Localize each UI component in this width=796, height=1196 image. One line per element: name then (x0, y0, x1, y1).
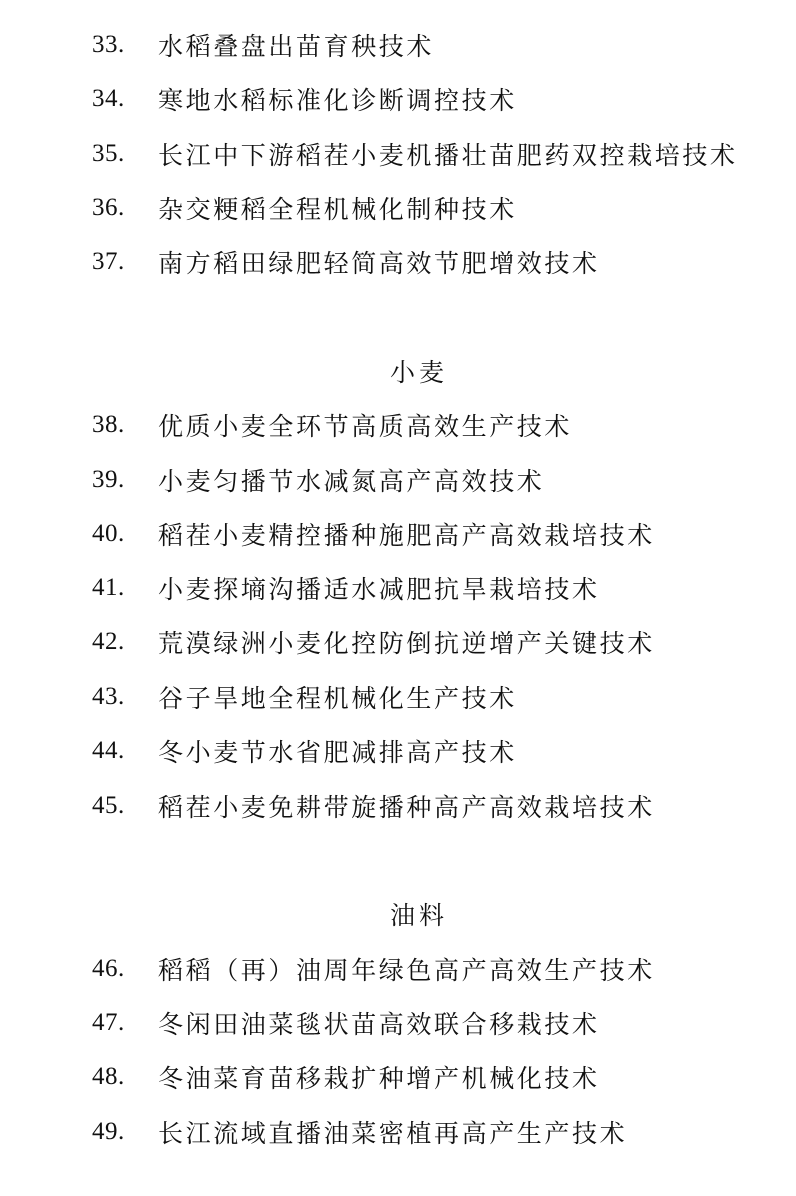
list-item (92, 786, 655, 826)
list-item (92, 1057, 600, 1097)
item-number: 44. (92, 737, 125, 764)
item-text: 南方稻田绿肥轻简高效节肥增效技术 (158, 249, 600, 278)
list-item (92, 949, 655, 989)
item-text: 优质小麦全环节高质高效生产技术 (158, 412, 573, 441)
list-item (92, 134, 738, 174)
list-item (92, 242, 600, 282)
item-number: 45. (92, 792, 125, 819)
item-text: 冬小麦节水省肥减排高产技术 (158, 738, 517, 767)
item-text: 荒漠绿洲小麦化控防倒抗逆增产关键技术 (158, 629, 655, 658)
item-number: 37. (92, 248, 125, 275)
item-text: 小麦匀播节水减氮高产高效技术 (158, 467, 545, 496)
item-number: 49. (92, 1118, 125, 1145)
list-item (92, 25, 434, 65)
item-number: 47. (92, 1009, 125, 1036)
list-item (92, 731, 517, 771)
item-number: 42. (92, 628, 125, 655)
item-text: 水稻叠盘出苗育秧技术 (158, 32, 435, 61)
section-heading-oilseed: 油料 (389, 901, 448, 930)
item-number: 35. (92, 140, 125, 167)
item-text: 小麦探墒沟播适水减肥抗旱栽培技术 (158, 575, 600, 604)
list-item (92, 188, 517, 228)
item-text: 长江中下游稻茬小麦机播壮苗肥药双控栽培技术 (158, 141, 738, 170)
list-item (92, 1112, 627, 1152)
list-item (92, 460, 544, 500)
list-item (92, 79, 517, 119)
item-text: 稻稻（再）油周年绿色高产高效生产技术 (158, 956, 655, 985)
list-item (92, 405, 572, 445)
item-text: 寒地水稻标准化诊断调控技术 (158, 86, 517, 115)
section-heading-wheat: 小麦 (389, 358, 448, 387)
list-item (92, 677, 517, 717)
list-item (92, 622, 655, 662)
item-number: 41. (92, 574, 125, 601)
item-number: 38. (92, 411, 125, 438)
item-text: 谷子旱地全程机械化生产技术 (158, 684, 517, 713)
list-item (92, 514, 655, 554)
item-text: 冬油菜育苗移栽扩种增产机械化技术 (158, 1064, 600, 1093)
item-text: 杂交粳稻全程机械化制种技术 (158, 195, 517, 224)
item-number: 34. (92, 85, 125, 112)
item-text: 稻茬小麦精控播种施肥高产高效栽培技术 (158, 521, 655, 550)
item-number: 48. (92, 1063, 125, 1090)
item-number: 39. (92, 466, 125, 493)
list-item (92, 1003, 600, 1043)
item-number: 43. (92, 683, 125, 710)
item-text: 长江流域直播油菜密植再高产生产技术 (158, 1119, 628, 1148)
item-text: 冬闲田油菜毯状苗高效联合移栽技术 (158, 1010, 600, 1039)
item-text: 稻茬小麦免耕带旋播种高产高效栽培技术 (158, 793, 655, 822)
item-number: 40. (92, 520, 125, 547)
list-item (92, 568, 600, 608)
item-number: 36. (92, 194, 125, 221)
item-number: 46. (92, 955, 125, 982)
item-number: 33. (92, 31, 125, 58)
